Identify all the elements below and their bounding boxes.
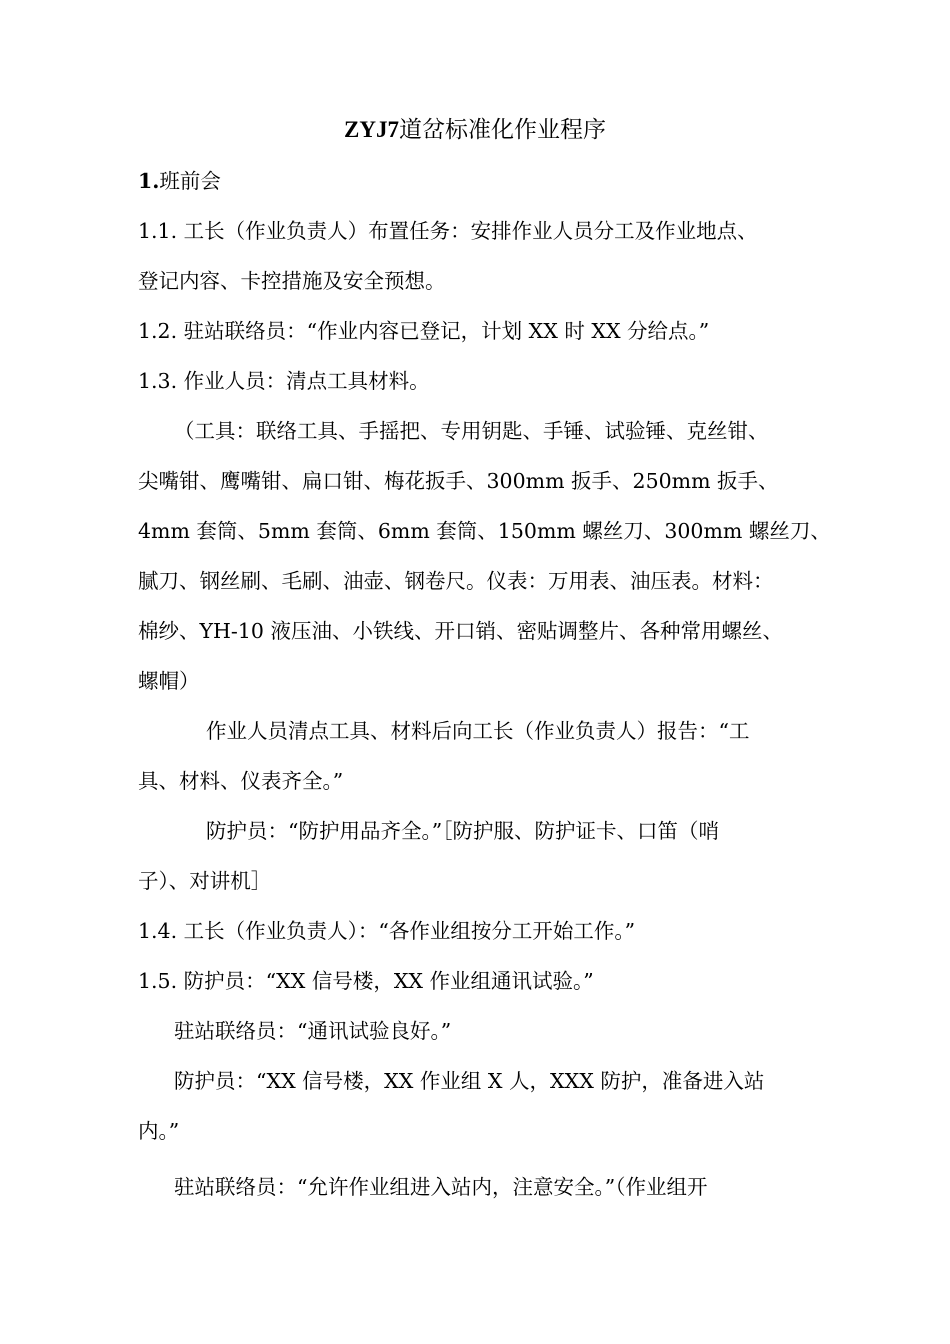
text-line: 1.5. 防护员：“XX 信号楼，XX 作业组通讯试验。”: [138, 969, 594, 993]
text-line: 具、材料、仪表齐全。”: [138, 769, 344, 793]
text-line: 防护员：“XX 信号楼，XX 作业组 X 人，XXX 防护，准备进入站: [174, 1069, 765, 1093]
text-line: 棉纱、YH-10 液压油、小铁线、开口销、密贴调整片、各种常用螺丝、: [138, 619, 783, 643]
section-1-heading: [138, 156, 828, 206]
text-line: （工具：联络工具、手摇把、专用钥匙、手锤、试验锤、克丝钳、: [174, 419, 769, 443]
text-line: 4mm 套筒、5mm 套筒、6mm 套筒、150mm 螺丝刀、300mm 螺丝刀、: [138, 519, 831, 543]
text-line: 子）、对讲机］: [138, 869, 272, 893]
text-line: 驻站联络员：“通讯试验良好。”: [174, 1019, 452, 1043]
item-1-5: [138, 956, 828, 1156]
text-line: 1.1. 工长（作业负责人）布置任务：安排作业人员分工及作业地点、: [138, 219, 758, 243]
text-line: 防护员：“防护用品齐全。”［防护服、防护证卡、口笛（哨: [206, 819, 719, 843]
item-1-3: [138, 356, 828, 406]
item-1-2: [138, 306, 828, 356]
text-line: 登记内容、卡控措施及安全预想。: [138, 269, 446, 293]
title-latin: ZYJ7: [344, 117, 399, 142]
text-line: 1.2. 驻站联络员：“作业内容已登记，计划 XX 时 XX 分给点。”: [138, 319, 710, 343]
text-line: 1.3. 作业人员：清点工具材料。: [138, 369, 430, 393]
title-text: 道岔标准化作业程序: [398, 117, 606, 143]
text-line: 螺帽）: [138, 669, 200, 693]
liaison-paragraph: [138, 1162, 828, 1212]
item-1-1: [138, 206, 828, 306]
text-line: 腻刀、钢丝刷、毛刷、油壶、钢卷尺。仪表：万用表、油压表。材料：: [138, 569, 774, 593]
tools-list: [138, 406, 831, 706]
text-line: 1.4. 工长（作业负责人）：“各作业组按分工开始工作。”: [138, 919, 636, 943]
text-line: 尖嘴钳、鹰嘴钳、扁口钳、梅花扳手、300mm 扳手、250mm 扳手、: [138, 469, 779, 493]
report-paragraph: [138, 706, 828, 806]
text-line: 作业人员清点工具、材料后向工长（作业负责人）报告：“工: [206, 719, 750, 743]
text-line: 驻站联络员：“允许作业组进入站内，注意安全。”（作业组开: [174, 1175, 708, 1199]
text-line: 内。”: [138, 1119, 180, 1143]
section-1-label: 班前会: [159, 169, 221, 193]
document-title: [0, 112, 950, 148]
section-1-number: 1.: [138, 169, 160, 193]
protection-paragraph: [138, 806, 828, 906]
item-1-4: [138, 906, 828, 956]
